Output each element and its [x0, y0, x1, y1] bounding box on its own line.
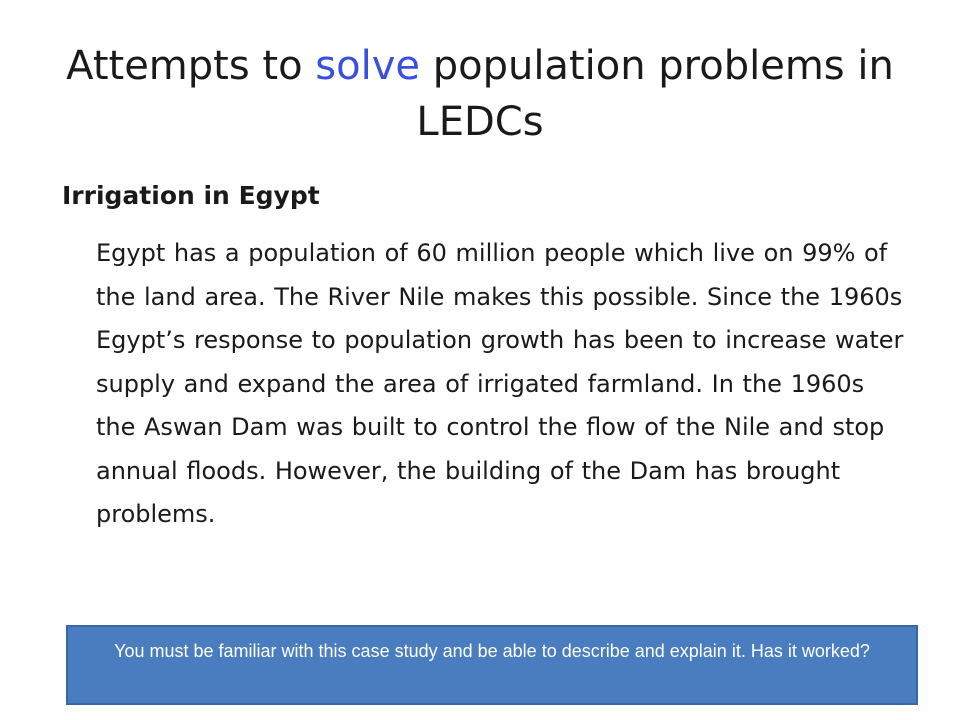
callout-text: You must be familiar with this case study and be able to describe and explain it. Has it worked?: [114, 641, 870, 661]
body-paragraph: Egypt has a population of 60 million people which live on 99% of the land area. The River Nile makes this possible. Since the 1960s Egypt’s response to population growth has been to increase water supply and expand the area of irrigated farmland. In the 1960s the Aswan Dam was built to control the flow of the Nile and stop annual floods. However, the building of the Dam has brought problems.: [96, 239, 904, 528]
callout-box: [66, 625, 918, 705]
section-heading: Irrigation in Egypt: [62, 181, 320, 210]
slide-title: [40, 38, 920, 150]
title-text-end: population problems in LEDCs: [416, 43, 894, 145]
title-text-start: Attempts to: [66, 43, 316, 89]
title-accent-word: solve: [315, 43, 420, 89]
